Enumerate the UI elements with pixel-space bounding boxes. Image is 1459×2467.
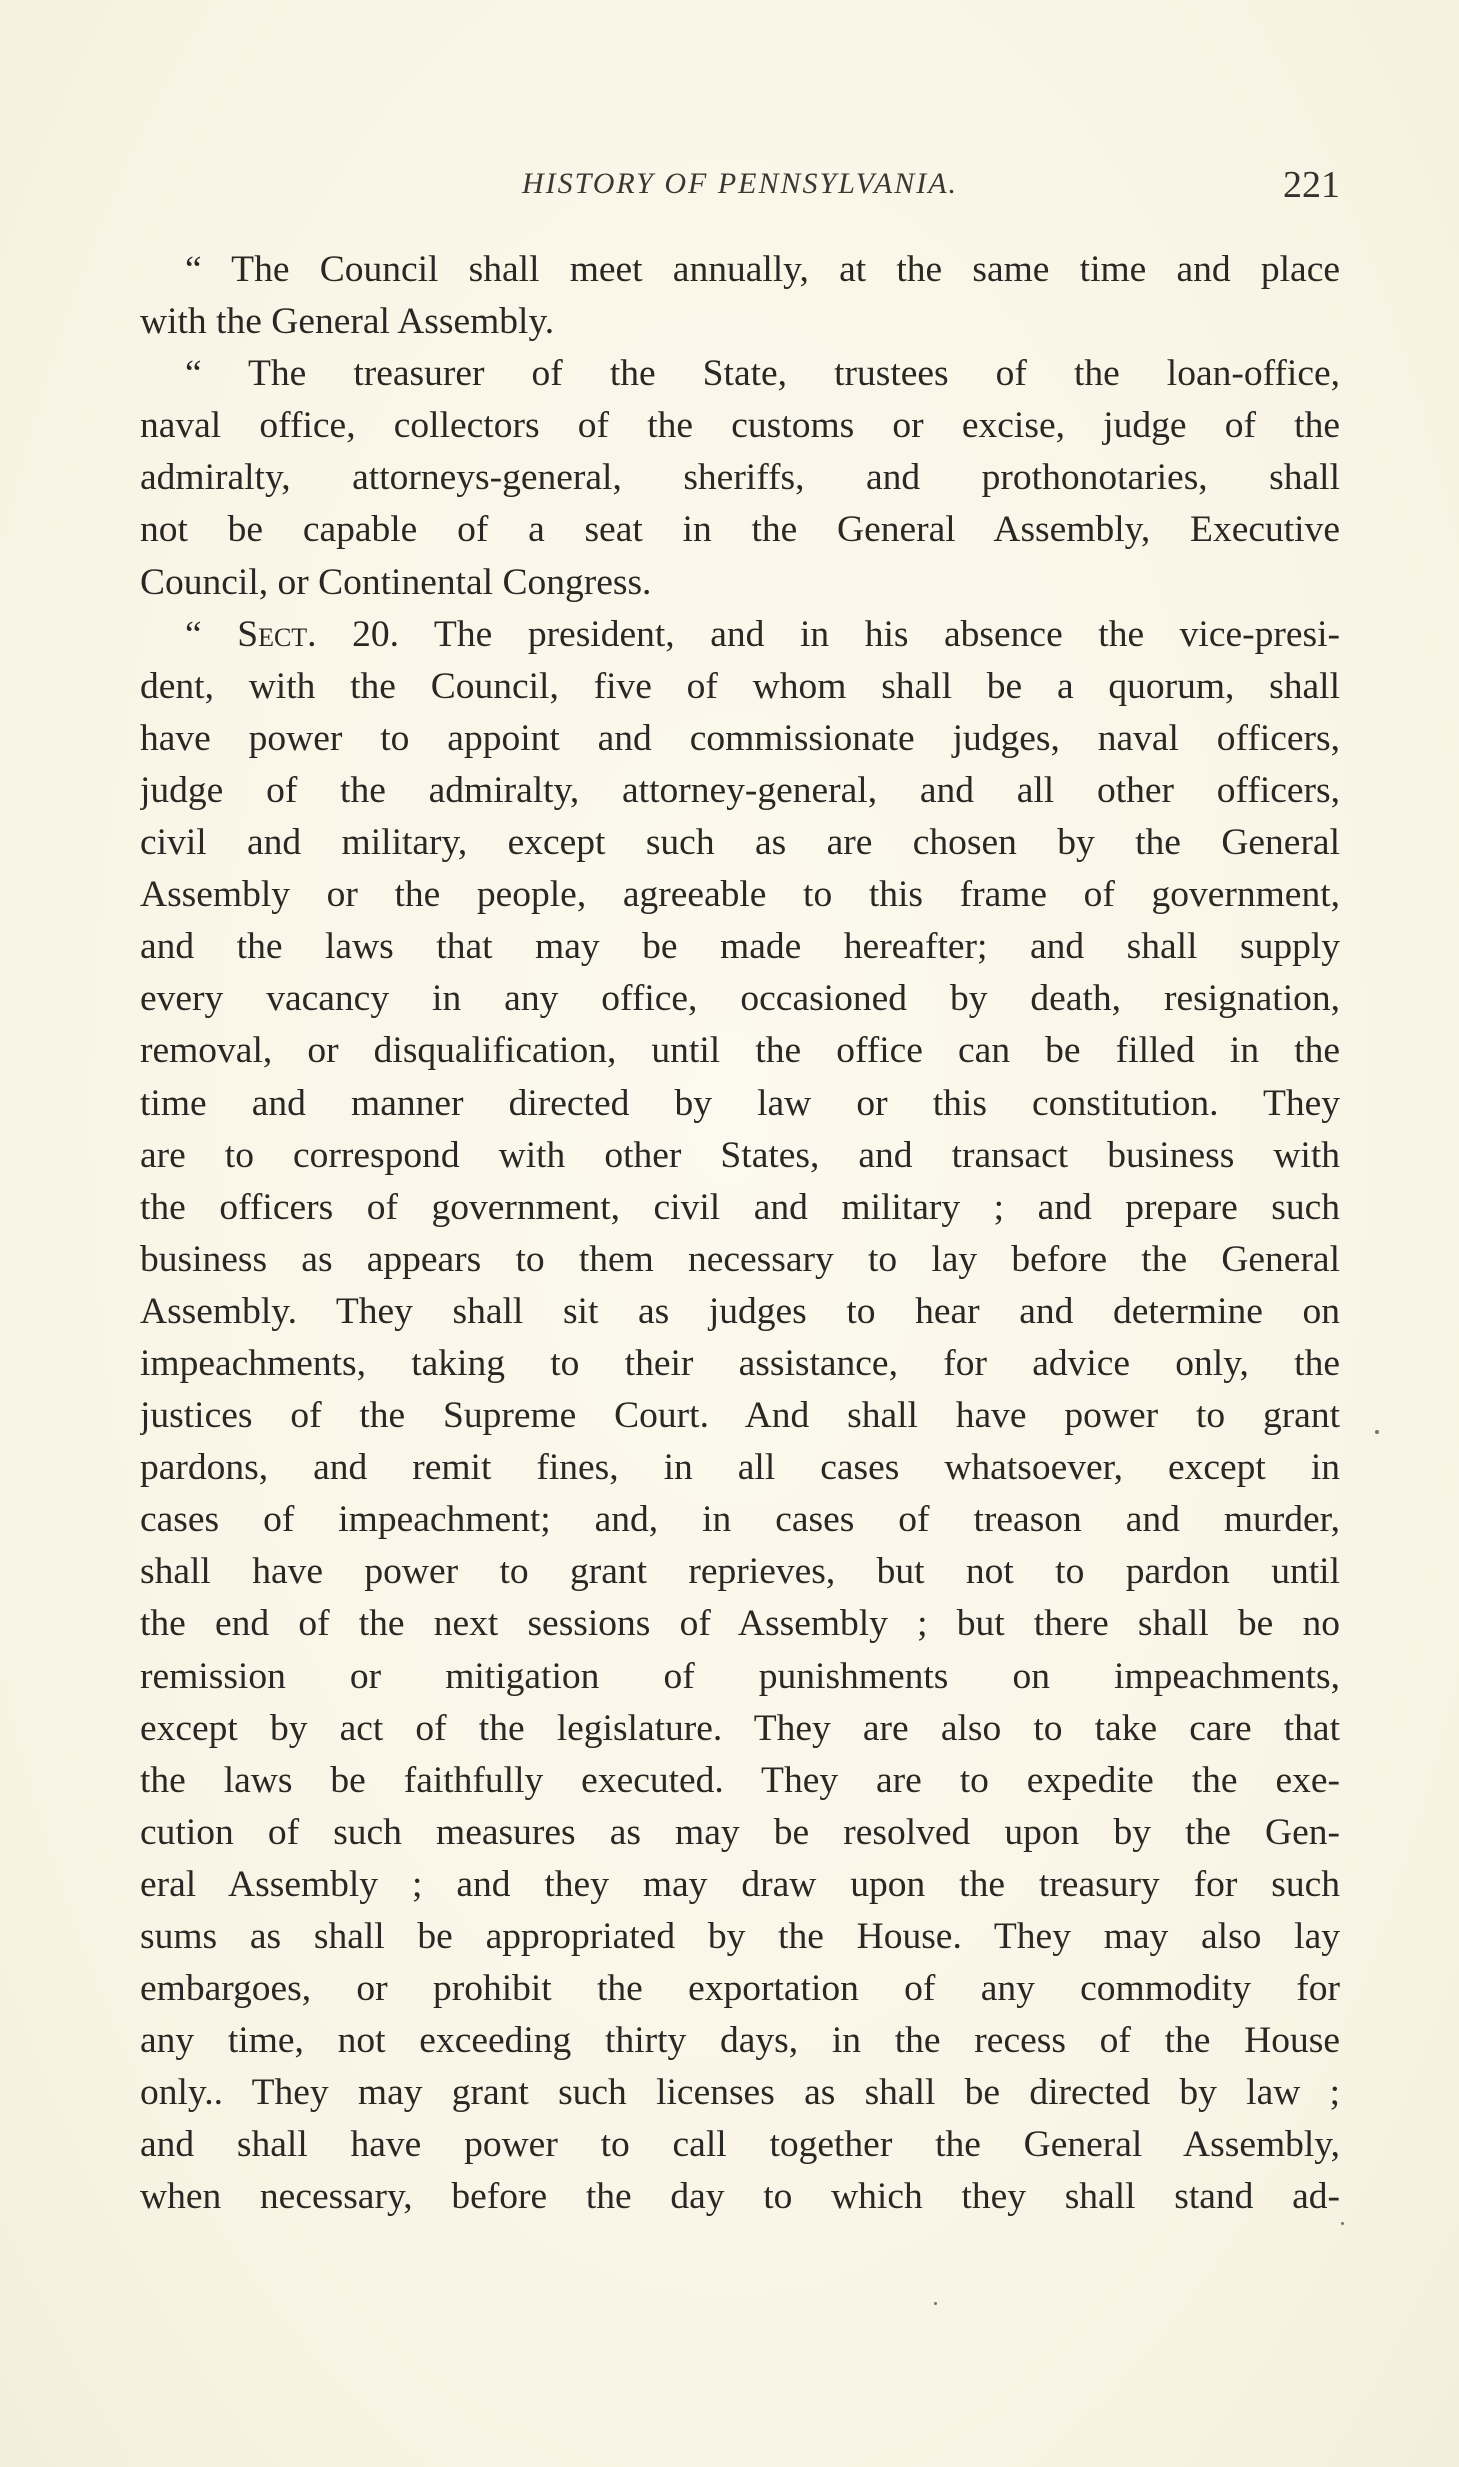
text-line: removal, or disqualification, until the office can be filled in the bbox=[140, 1030, 1340, 1072]
text-line: impeachments, taking to their assistance, for advice only, the bbox=[140, 1342, 1340, 1384]
text-line: Assembly or the people, agreeable to this frame of government, bbox=[140, 874, 1340, 916]
text-line: and the laws that may be made hereafter; and shall supply bbox=[140, 926, 1340, 968]
text-line: business as appears to them necessary to lay before the General bbox=[140, 1238, 1340, 1280]
text-line: “ The Council shall meet annually, at the same time and place bbox=[185, 249, 1340, 290]
section-text: 20. The president, and in his absence the vice-presi- bbox=[352, 613, 1340, 655]
text-line: dent, with the Council, five of whom shall be a quorum, shall bbox=[140, 665, 1340, 707]
text-line: embargoes, or prohibit the exportation of any commodity for bbox=[140, 1968, 1340, 2010]
text-line: time and manner directed by law or this constitution. They bbox=[140, 1082, 1340, 1124]
text-line: “ The treasurer of the State, trustees of the loan-office, bbox=[185, 353, 1340, 395]
text-line: naval office, collectors of the customs or excise, judge of the bbox=[140, 405, 1340, 447]
text-line: cases of impeachment; and, in cases of treason and murder, bbox=[140, 1499, 1340, 1541]
text-line: with the General Assembly. bbox=[140, 301, 555, 343]
print-speck bbox=[934, 2302, 937, 2305]
text-line: eral Assembly ; and they may draw upon the treasury for such bbox=[140, 1863, 1340, 1905]
text-line: the laws be faithfully executed. They are to expedite the exe- bbox=[140, 1759, 1340, 1801]
text-line: have power to appoint and commissionate judges, naval officers, bbox=[140, 717, 1340, 759]
section-label: “ Sect. bbox=[185, 613, 317, 655]
text-line: cution of such measures as may be resolved upon by the Gen- bbox=[140, 1811, 1340, 1853]
text-line: pardons, and remit fines, in all cases whatsoever, except in bbox=[140, 1447, 1340, 1489]
text-line: sums as shall be appropriated by the House. They may also lay bbox=[140, 1916, 1340, 1957]
text-line: Council, or Continental Congress. bbox=[140, 561, 652, 603]
print-speck bbox=[1341, 2222, 1344, 2225]
text-line: the officers of government, civil and military ; and prepare such bbox=[140, 1186, 1340, 1228]
text-line: only.. They may grant such licenses as shall be directed by law ; bbox=[140, 2072, 1340, 2114]
text-line: the end of the next sessions of Assembly ; but there shall be no bbox=[140, 1603, 1340, 1645]
text-line: remission or mitigation of punishments on impeachments, bbox=[140, 1655, 1340, 1697]
print-speck bbox=[1375, 1430, 1379, 1434]
text-line: justices of the Supreme Court. And shall have power to grant bbox=[140, 1395, 1340, 1437]
text-line: shall have power to grant reprieves, but not to pardon until bbox=[140, 1551, 1340, 1593]
text-line: judge of the admiralty, attorney-general, and all other officers, bbox=[140, 769, 1340, 811]
text-line: civil and military, except such as are chosen by the General bbox=[140, 822, 1340, 864]
text-line: when necessary, before the day to which they shall stand ad- bbox=[140, 2176, 1340, 2218]
running-title: HISTORY OF PENNSYLVANIA. bbox=[521, 167, 959, 200]
text-line: and shall have power to call together the General Assembly, bbox=[140, 2124, 1340, 2166]
running-head bbox=[140, 163, 1340, 215]
text-line: not be capable of a seat in the General Assembly, Executive bbox=[140, 509, 1340, 551]
body-text bbox=[140, 244, 1340, 2224]
text-line: admiralty, attorneys-general, sheriffs, and prothonotaries, shall bbox=[140, 457, 1340, 499]
page-number: 221 bbox=[1283, 164, 1340, 206]
text-line: Assembly. They shall sit as judges to hear and determine on bbox=[140, 1290, 1340, 1332]
text-line: every vacancy in any office, occasioned by death, resignation, bbox=[140, 978, 1340, 1020]
text-line: are to correspond with other States, and transact business with bbox=[140, 1134, 1340, 1176]
text-line bbox=[140, 609, 1340, 661]
text-line: except by act of the legislature. They are also to take care that bbox=[140, 1707, 1340, 1749]
text-line: any time, not exceeding thirty days, in the recess of the House bbox=[140, 2020, 1340, 2062]
